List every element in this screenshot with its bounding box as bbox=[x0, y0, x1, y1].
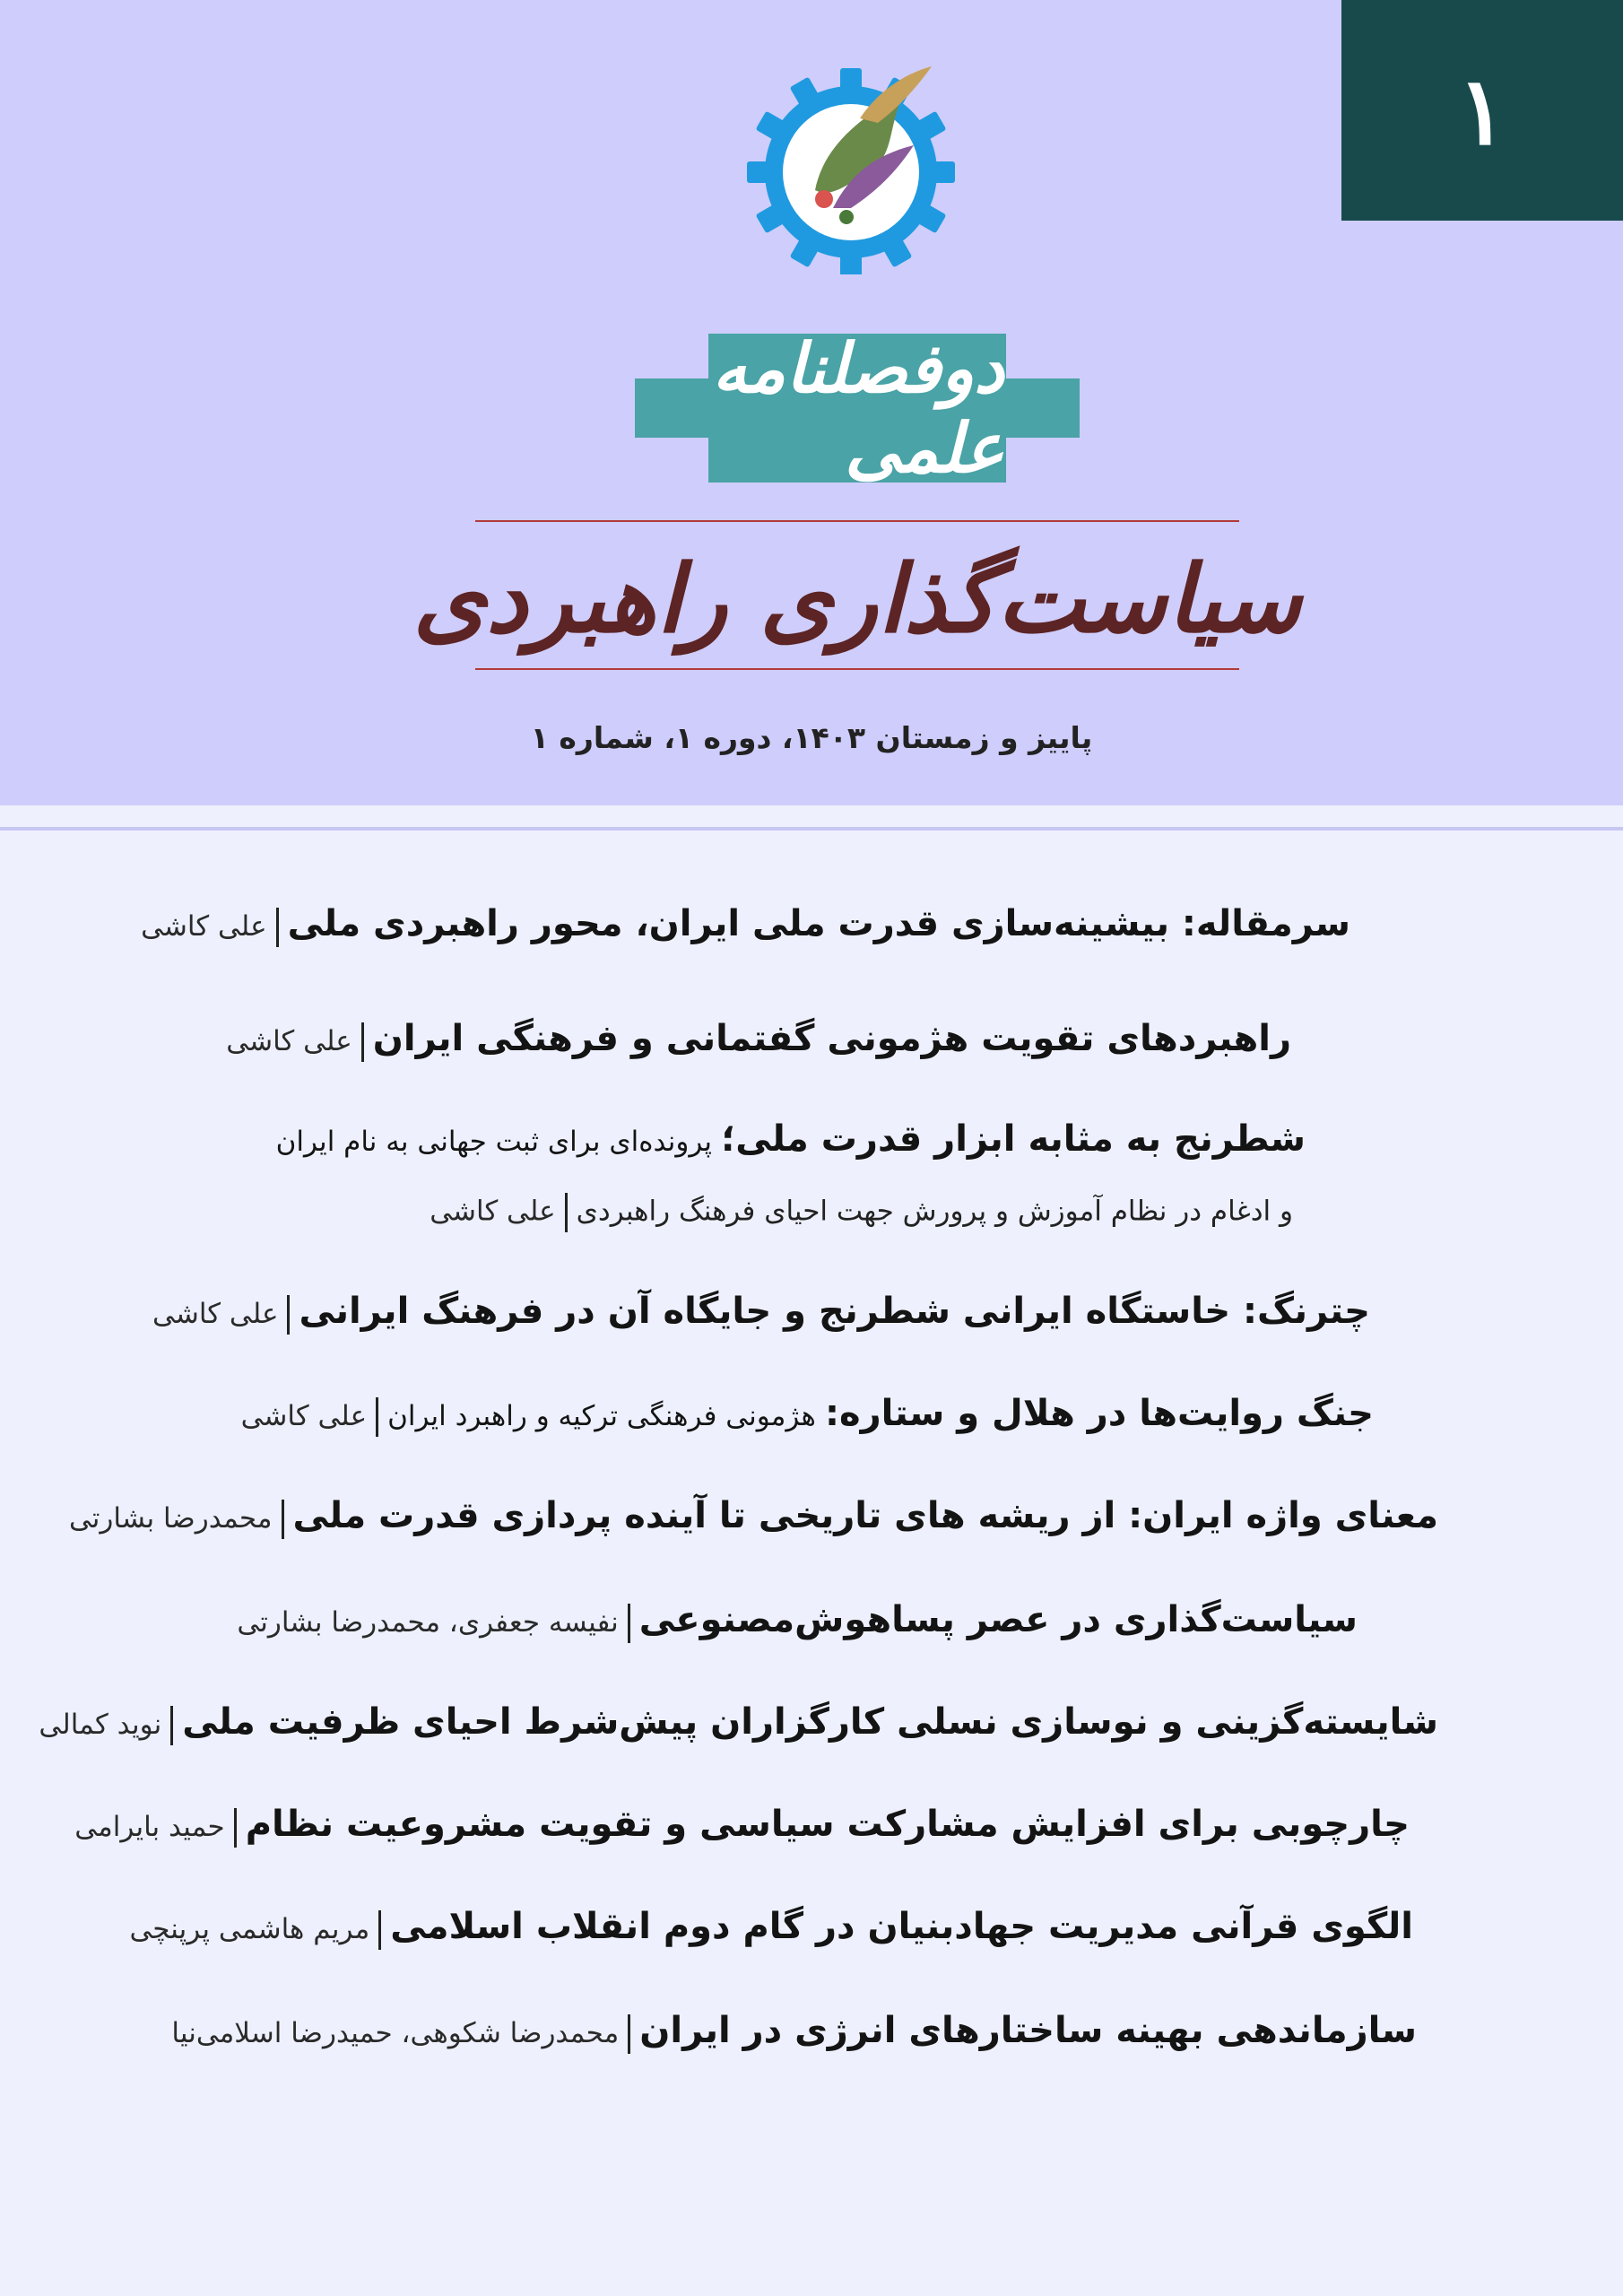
title-top-rule bbox=[475, 520, 1239, 522]
toc-item-authors: علی کاشی bbox=[226, 1025, 352, 1057]
toc-item-subtitle: و ادغام در نظام آموزش و پرورش جهت احیای فرهنگ راهبردی bbox=[576, 1195, 1293, 1228]
toc-item[interactable] bbox=[39, 1701, 1438, 1745]
separator bbox=[276, 908, 279, 947]
toc-item-title: الگوی قرآنی مدیریت جهادبنیان در گام دوم انقلاب اسلامی bbox=[390, 1906, 1413, 1947]
title-bottom-rule bbox=[475, 668, 1239, 670]
toc-item[interactable] bbox=[237, 1599, 1358, 1643]
toc-item-subtitle: پرونده‌ای برای ثبت جهانی به نام ایران bbox=[275, 1126, 713, 1158]
toc-item-title: سازماندهی بهینه ساختارهای انرژی در ایران bbox=[639, 2010, 1417, 2051]
separator bbox=[361, 1022, 364, 1062]
toc-item-authors: محمدرضا شکوهی، حمیدرضا اسلامی‌نیا bbox=[171, 2017, 620, 2049]
toc-item[interactable] bbox=[152, 1293, 1370, 1335]
separator bbox=[282, 1500, 284, 1539]
toc-item-authors: نوید کمالی bbox=[39, 1709, 162, 1741]
separator bbox=[376, 1397, 378, 1437]
toc-item-subtitle: هژمونی فرهنگی ترکیه و راهبرد ایران bbox=[387, 1400, 816, 1432]
toc-item[interactable] bbox=[226, 1018, 1291, 1062]
toc-item-authors: علی کاشی bbox=[141, 910, 267, 943]
header-divider bbox=[0, 827, 1623, 831]
toc-item-authors: علی کاشی bbox=[430, 1195, 556, 1228]
toc-item-authors: حمید بایرامی bbox=[74, 1811, 225, 1843]
toc-item-authors: محمدرضا بشارتی bbox=[68, 1502, 273, 1535]
toc-item-title: چارچوبی برای افزایش مشارکت سیاسی و تقویت مشروعیت نظام bbox=[245, 1804, 1410, 1845]
toc-item-title: سرمقاله: بیشینه‌سازی قدرت ملی ایران، محور راهبردی ملی bbox=[287, 903, 1350, 944]
separator bbox=[378, 1910, 381, 1950]
toc-item-title: شطرنج به مثابه ابزار قدرت ملی؛ bbox=[721, 1118, 1306, 1160]
toc-item-authors: علی کاشی bbox=[240, 1400, 368, 1432]
toc-item[interactable] bbox=[275, 1118, 1306, 1160]
toc-item[interactable] bbox=[141, 903, 1350, 947]
journal-title: سیاست‌گذاری راهبردی bbox=[412, 543, 1302, 654]
toc-item-title: شایسته‌گزینی و نوسازی نسلی کارگزاران پیش‌شرط احیای ظرفیت ملی bbox=[182, 1701, 1438, 1743]
toc-item[interactable] bbox=[74, 1806, 1410, 1848]
separator bbox=[234, 1808, 237, 1848]
separator bbox=[628, 1604, 630, 1643]
journal-logo-icon bbox=[741, 47, 961, 274]
separator bbox=[628, 2014, 630, 2054]
toc-item-title: معنای واژه ایران: از ریشه های تاریخی تا آینده پردازی قدرت ملی bbox=[292, 1495, 1438, 1536]
toc-item-title: چترنگ: خاستگاه ایرانی شطرنج و جایگاه آن در فرهنگ ایرانی bbox=[299, 1291, 1370, 1332]
toc-item-title: سیاست‌گذاری در عصر پساهوش‌مصنوعی bbox=[638, 1599, 1358, 1640]
separator bbox=[287, 1295, 290, 1335]
toc-item[interactable] bbox=[240, 1393, 1374, 1437]
toc-item[interactable] bbox=[129, 1906, 1413, 1950]
toc-item-authors: مریم هاشمی پرپنچی bbox=[129, 1913, 370, 1945]
toc-item-continued bbox=[430, 1193, 1293, 1232]
toc-item[interactable] bbox=[68, 1495, 1438, 1539]
issue-info: پاییز و زمستان ۱۴۰۳، دوره ۱، شماره ۱ bbox=[530, 719, 1093, 755]
separator bbox=[170, 1706, 173, 1745]
issue-number-badge: ۱ bbox=[1341, 0, 1623, 221]
toc-item[interactable] bbox=[171, 2010, 1417, 2054]
toc-item-authors: نفیسه جعفری، محمدرضا بشارتی bbox=[237, 1606, 619, 1639]
toc-item-authors: علی کاشی bbox=[152, 1298, 279, 1330]
separator bbox=[565, 1193, 568, 1232]
toc-item-title: راهبردهای تقویت هژمونی گفتمانی و فرهنگی ایران bbox=[372, 1018, 1291, 1059]
toc-item-title: جنگ روایت‌ها در هلال و ستاره: bbox=[824, 1393, 1374, 1434]
journal-label: دوفصلنامه علمی bbox=[712, 328, 1004, 488]
